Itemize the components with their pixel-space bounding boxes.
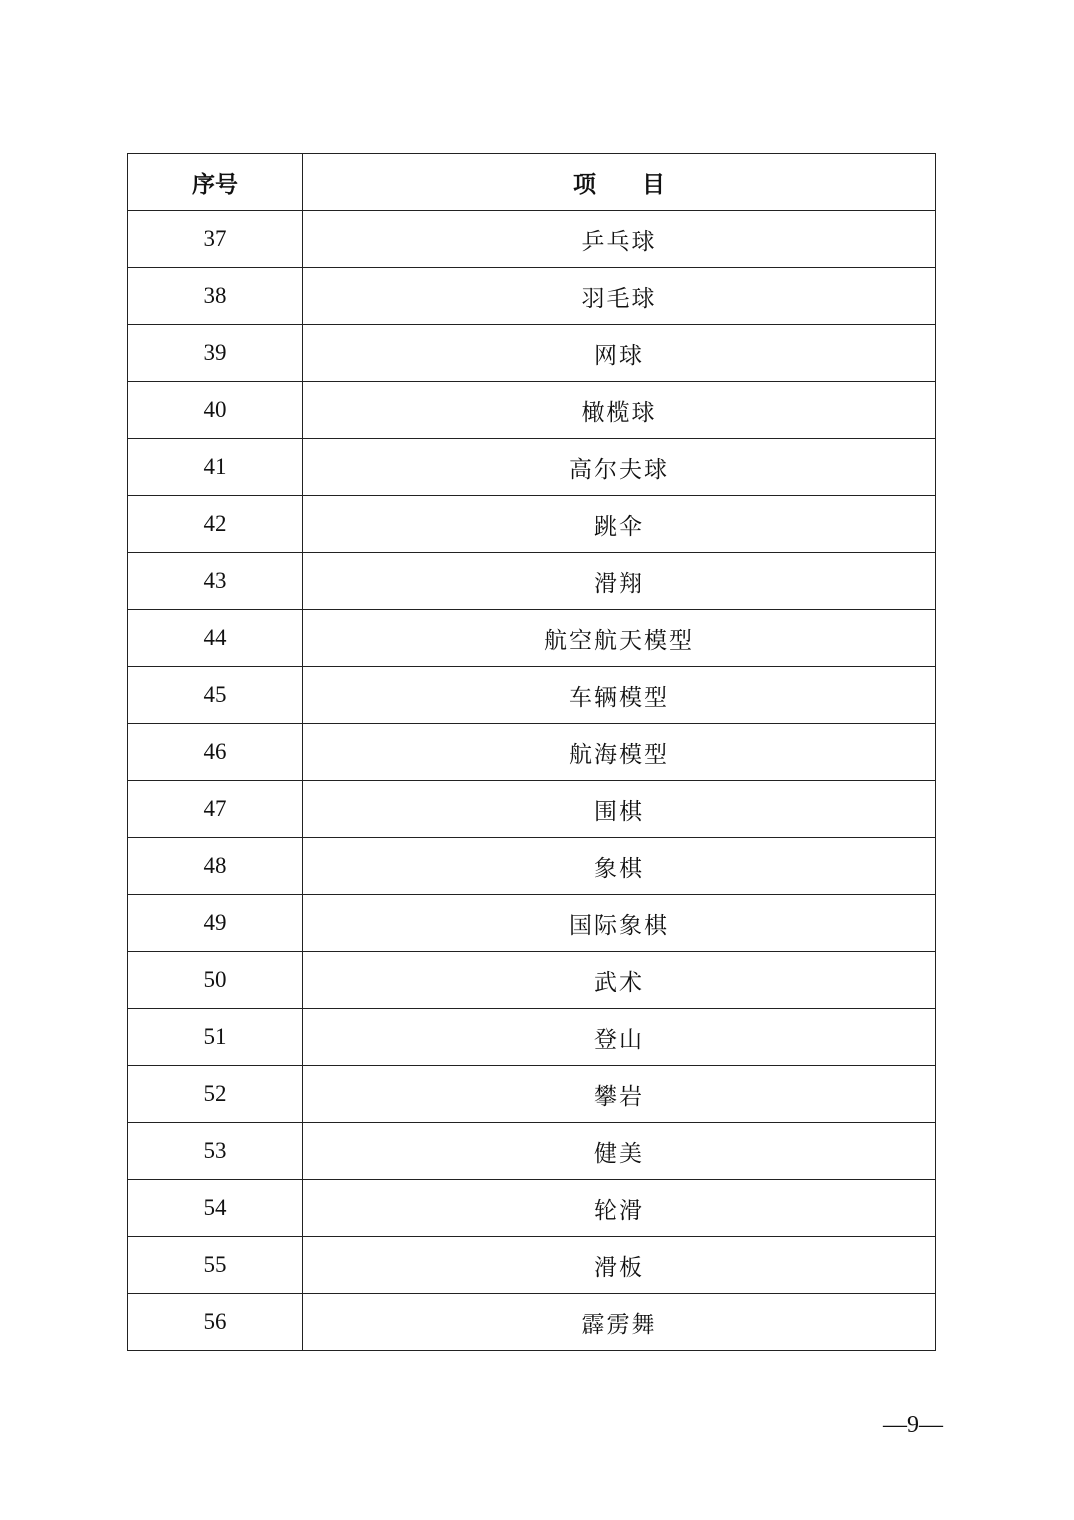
- row-seq-number: 50: [128, 952, 303, 1009]
- row-item-name: 乒乓球: [303, 211, 936, 268]
- row-seq-number: 40: [128, 382, 303, 439]
- sports-items-table: [127, 153, 936, 1351]
- table-row: [128, 1294, 936, 1351]
- row-item-name: 象棋: [303, 838, 936, 895]
- row-seq-number: 43: [128, 553, 303, 610]
- table-body: [128, 211, 936, 1351]
- row-seq-number: 38: [128, 268, 303, 325]
- row-seq-number: 42: [128, 496, 303, 553]
- table-row: [128, 724, 936, 781]
- row-item-name: 武术: [303, 952, 936, 1009]
- row-seq-number: 51: [128, 1009, 303, 1066]
- row-item-name: 高尔夫球: [303, 439, 936, 496]
- table-row: [128, 382, 936, 439]
- row-item-name: 航海模型: [303, 724, 936, 781]
- row-seq-number: 56: [128, 1294, 303, 1351]
- table-row: [128, 838, 936, 895]
- table-row: [128, 781, 936, 838]
- row-item-name: 国际象棋: [303, 895, 936, 952]
- table-row: [128, 952, 936, 1009]
- table-row: [128, 610, 936, 667]
- row-item-name: 轮滑: [303, 1180, 936, 1237]
- row-seq-number: 47: [128, 781, 303, 838]
- row-seq-number: 37: [128, 211, 303, 268]
- row-seq-number: 53: [128, 1123, 303, 1180]
- row-item-name: 网球: [303, 325, 936, 382]
- row-item-name: 航空航天模型: [303, 610, 936, 667]
- row-seq-number: 45: [128, 667, 303, 724]
- row-item-name: 健美: [303, 1123, 936, 1180]
- page-number: —9—: [883, 1412, 943, 1438]
- header-item-part1: 项: [573, 171, 596, 198]
- table-row: [128, 496, 936, 553]
- row-seq-number: 55: [128, 1237, 303, 1294]
- table-row: [128, 1123, 936, 1180]
- table-row: [128, 895, 936, 952]
- table-row: [128, 439, 936, 496]
- table-row: [128, 1066, 936, 1123]
- table-row: [128, 667, 936, 724]
- row-seq-number: 49: [128, 895, 303, 952]
- table-row: [128, 1180, 936, 1237]
- table-row: [128, 1237, 936, 1294]
- header-seq: 序号: [128, 154, 303, 211]
- row-seq-number: 44: [128, 610, 303, 667]
- row-seq-number: 52: [128, 1066, 303, 1123]
- row-item-name: 滑板: [303, 1237, 936, 1294]
- table-row: [128, 1009, 936, 1066]
- row-seq-number: 39: [128, 325, 303, 382]
- row-item-name: 车辆模型: [303, 667, 936, 724]
- row-seq-number: 54: [128, 1180, 303, 1237]
- table-row: [128, 211, 936, 268]
- row-item-name: 跳伞: [303, 496, 936, 553]
- row-item-name: 霹雳舞: [303, 1294, 936, 1351]
- header-item-part2: 目: [642, 171, 665, 198]
- row-item-name: 攀岩: [303, 1066, 936, 1123]
- row-seq-number: 48: [128, 838, 303, 895]
- row-seq-number: 41: [128, 439, 303, 496]
- row-seq-number: 46: [128, 724, 303, 781]
- header-item: [303, 154, 936, 211]
- row-item-name: 羽毛球: [303, 268, 936, 325]
- table-row: [128, 268, 936, 325]
- table-row: [128, 325, 936, 382]
- row-item-name: 滑翔: [303, 553, 936, 610]
- row-item-name: 橄榄球: [303, 382, 936, 439]
- table-row: [128, 553, 936, 610]
- row-item-name: 围棋: [303, 781, 936, 838]
- table-header-row: [128, 154, 936, 211]
- row-item-name: 登山: [303, 1009, 936, 1066]
